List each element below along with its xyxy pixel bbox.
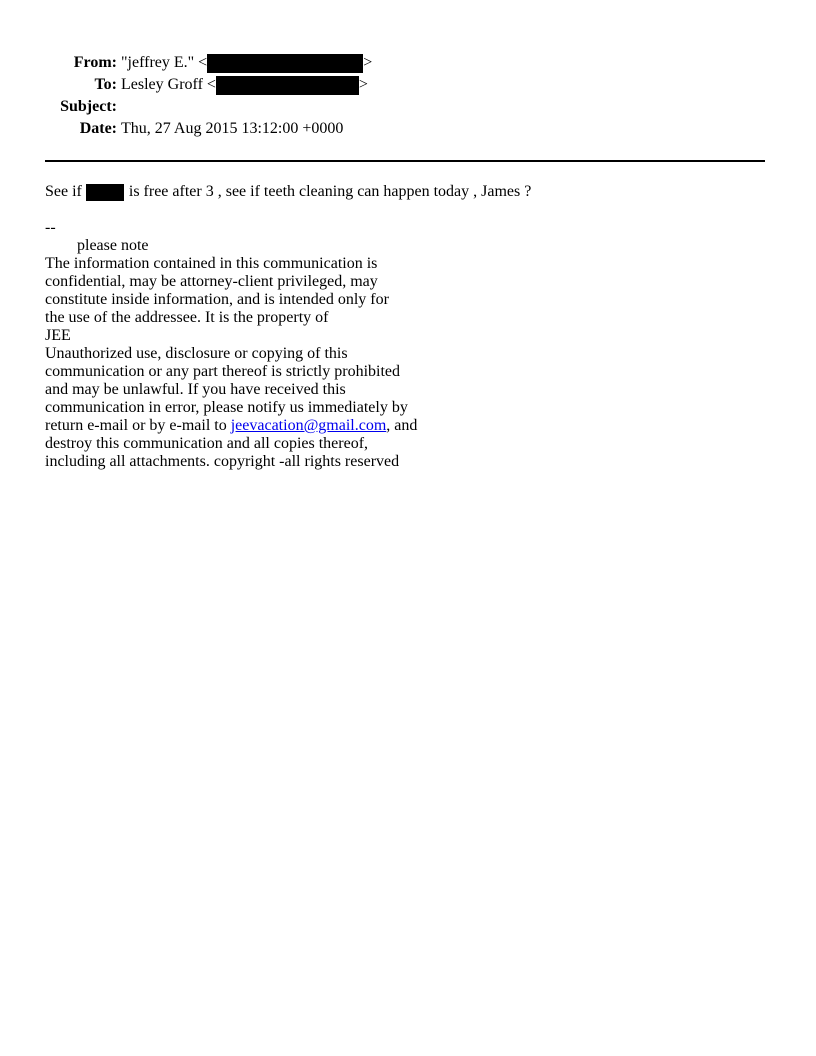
disclaimer-line: confidential, may be attorney-client privileged, may	[45, 273, 378, 290]
message-body	[45, 182, 531, 202]
disclaimer-line: constitute inside information, and is intended only for	[45, 291, 389, 308]
disclaimer-line: JEE	[45, 327, 71, 344]
to-email-redaction	[216, 76, 359, 95]
disclaimer-line: including all attachments. copyright -all rights reserved	[45, 453, 400, 470]
from-value	[121, 52, 372, 74]
disclaimer-line: and may be unlawful. If you have received this	[45, 381, 346, 398]
from-sender-name: "jeffrey E." <	[121, 54, 208, 71]
signature-note: please note	[77, 237, 149, 254]
signature-separator: --	[45, 219, 56, 236]
subject-label: Subject:	[60, 98, 117, 115]
from-email-close: >	[363, 54, 373, 71]
to-email-close: >	[358, 76, 368, 93]
subject-row	[0, 96, 816, 118]
name-redaction	[86, 184, 124, 201]
disclaimer-line: destroy this communication and all copies thereof,	[45, 435, 369, 452]
disclaimer-line: The information contained in this communication is	[45, 255, 378, 272]
to-value	[121, 74, 368, 96]
date-label: Date:	[79, 120, 117, 137]
email-header	[0, 52, 816, 140]
return-suffix: , and	[386, 417, 418, 434]
from-row	[0, 52, 816, 74]
message-text-start: See if	[45, 183, 82, 200]
from-label: From:	[73, 54, 117, 71]
signature-block	[45, 219, 545, 471]
to-row	[0, 74, 816, 96]
from-email-redaction	[207, 54, 363, 73]
disclaimer-line: communication in error, please notify us immediately by	[45, 399, 408, 416]
disclaimer-line: communication or any part thereof is strictly prohibited	[45, 363, 401, 380]
to-recipient-name: Lesley Groff <	[121, 76, 216, 93]
message-text-end: is free after 3 , see if teeth cleaning can happen today , James ?	[128, 183, 532, 200]
header-divider	[45, 160, 765, 162]
date-value: Thu, 27 Aug 2015 13:12:00 +0000	[121, 120, 344, 137]
email-link[interactable]: jeevacation@gmail.com	[230, 417, 387, 434]
disclaimer-return-line	[45, 417, 545, 435]
to-label: To:	[94, 76, 117, 93]
return-text: return e-mail or by e-mail to	[45, 417, 231, 434]
date-row	[0, 118, 816, 140]
disclaimer-line: the use of the addressee. It is the property of	[45, 309, 329, 326]
disclaimer-line: Unauthorized use, disclosure or copying of this	[45, 345, 348, 362]
disclaimer-lines	[45, 255, 545, 417]
